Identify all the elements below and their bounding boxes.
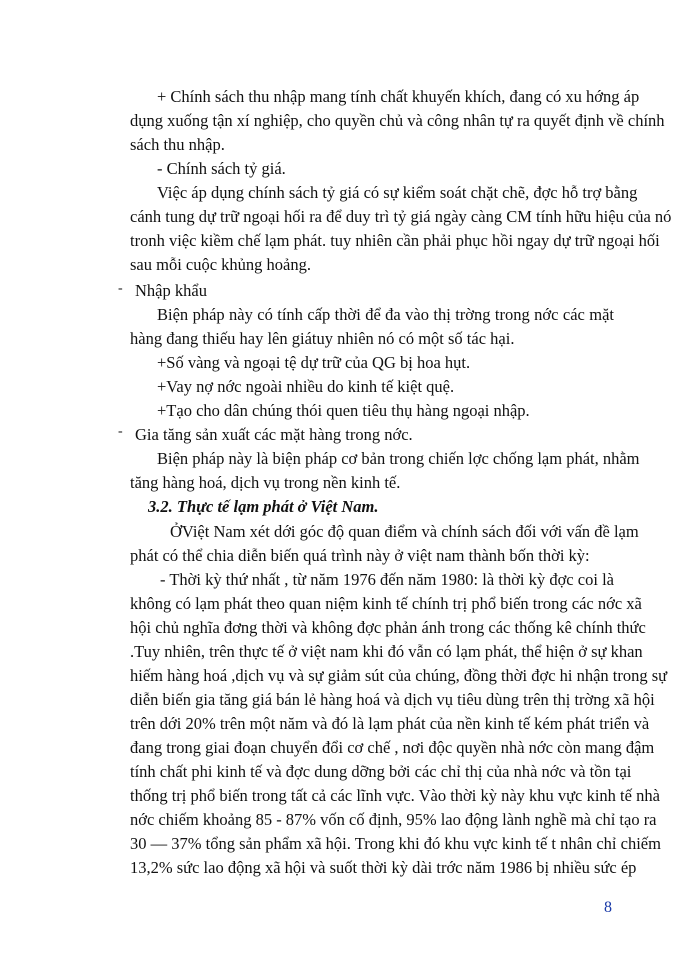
body-line: hiếm hàng hoá ,dịch vụ và sự giảm sút của chúng, đồng thời đợc hi nhận trong sự: [130, 666, 668, 685]
body-line: hội chủ nghĩa đơng thời và không đợc phản ánh trong các thống kê chính thức: [130, 618, 646, 637]
page-number: 8: [604, 899, 612, 916]
body-line: tính chất phi kinh tế và đợc dung dỡng bởi các chỉ thị của nhà nớc và tồn tại: [130, 762, 632, 781]
body-line: tronh việc kiềm chế lạm phát. tuy nhiên cần phải phục hồi ngay dự trữ ngoại hối: [130, 231, 660, 250]
body-line: sách thu nhập.: [130, 135, 225, 154]
body-line: phát có thể chia diễn biến quá trình này ở việt nam thành bốn thời kỳ:: [130, 546, 590, 565]
body-line: dụng xuống tận xí nghiệp, cho quyền chủ và công nhân tự ra quyết định về chính: [130, 111, 665, 130]
section-heading: 3.2. Thực tế lạm phát ở Việt Nam.: [148, 497, 379, 516]
body-line: Biện pháp này có tính cấp thời để đa vào thị trờng trong nớc các mặt: [157, 305, 614, 324]
body-line: ỞViệt Nam xét dới góc độ quan điểm và chính sách đối với vấn đề lạm: [170, 522, 639, 541]
body-line: cánh tung dự trữ ngoại hối ra để duy trì tỷ giá ngày càng CM tính hữu hiệu của nó: [130, 207, 672, 226]
body-line: Biện pháp này là biện pháp cơ bản trong chiến lợc chống lạm phát, nhằm: [157, 449, 640, 468]
body-line: - Thời kỳ thứ nhất , từ năm 1976 đến năm 1980: là thời kỳ đợc coi là: [160, 570, 614, 589]
bullet-item: Gia tăng sản xuất các mặt hàng trong nớc.: [135, 425, 413, 444]
body-line: hàng đang thiếu hay lên giátuy nhiên nó có một số tác hại.: [130, 329, 515, 348]
body-line: +Tạo cho dân chúng thói quen tiêu thụ hàng ngoại nhập.: [157, 401, 530, 420]
body-line: trên dới 20% trên một năm và đó là lạm phát của nền kinh tế kém phát triển và: [130, 714, 650, 733]
bullet-mark: -: [118, 424, 123, 439]
body-line: +Vay nợ nớc ngoài nhiều do kinh tế kiệt quệ.: [157, 377, 455, 396]
body-line: 30 — 37% tổng sản phẩm xã hội. Trong khi đó khu vực kinh tế t nhân chỉ chiếm: [130, 834, 661, 853]
body-line: đang trong giai đoạn chuyển đổi cơ chế , nơi độc quyền nhà nớc còn mang đậm: [130, 738, 655, 757]
body-line: diễn biến gia tăng giá bán lẻ hàng hoá và dịch vụ tiêu dùng trên thị trờng xã hội: [130, 690, 655, 709]
body-line: tăng hàng hoá, dịch vụ trong nền kinh tế.: [130, 473, 401, 492]
body-line: 13,2% sức lao động xã hội và suốt thời kỳ dài trớc năm 1986 bị nhiều sức ép: [130, 858, 637, 877]
body-line: không có lạm phát theo quan niệm kinh tế chính trị phổ biến trong các nớc xã: [130, 594, 642, 613]
bullet-mark: -: [118, 281, 123, 296]
body-line: +Số vàng và ngoại tệ dự trữ của QG bị hoa hụt.: [157, 353, 471, 372]
body-line: thống trị phổ biến trong tất cả các lĩnh vực. Vào thời kỳ này khu vực kinh tế nhà: [130, 786, 660, 805]
body-line: .Tuy nhiên, trên thực tế ở việt nam khi đó vẫn có lạm phát, thể hiện ở sự khan: [130, 642, 643, 661]
body-line: Việc áp dụng chính sách tỷ giá có sự kiểm soát chặt chẽ, đợc hỗ trợ bằng: [157, 183, 638, 202]
body-line: + Chính sách thu nhập mang tính chất khuyến khích, đang có xu hớng áp: [157, 87, 640, 106]
bullet-item: Nhập khẩu: [135, 281, 207, 300]
body-line: nớc chiếm khoảng 85 - 87% vốn cố định, 95% lao động lành nghề mà chỉ tạo ra: [130, 810, 657, 829]
body-line: - Chính sách tỷ giá.: [157, 159, 286, 178]
body-line: sau mỗi cuộc khủng hoảng.: [130, 255, 312, 274]
